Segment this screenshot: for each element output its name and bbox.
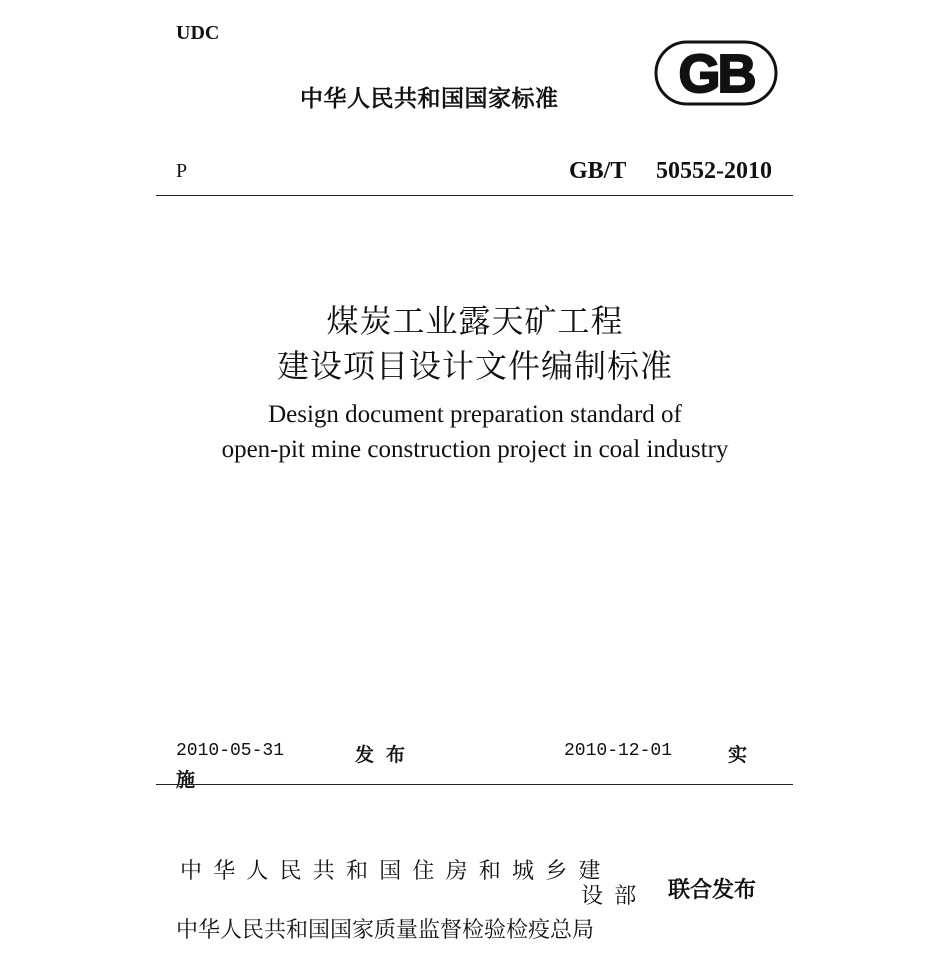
implementation-date: 2010-12-01 xyxy=(564,741,673,761)
gb-logo-icon xyxy=(654,40,778,106)
udc-label: UDC xyxy=(176,22,220,44)
issue-date: 2010-05-31 xyxy=(176,741,285,761)
issue-label: 发布 xyxy=(355,744,418,766)
footer-divider xyxy=(156,784,793,785)
title-zh-line1: 煤炭工业露天矿工程 xyxy=(326,302,624,340)
title-en-line2: open-pit mine construction project in coal industry xyxy=(221,436,729,463)
title-en-line1: Design document preparation standard of xyxy=(268,401,682,428)
title-zh-line2: 建设项目设计文件编制标准 xyxy=(276,347,673,385)
national-standard-title: 中华人民共和国国家标准 xyxy=(300,86,559,112)
implementation-label-part1: 实 xyxy=(728,744,748,766)
publisher-1-line2: 设部 xyxy=(581,884,648,909)
publisher-2: 中华人民共和国国家质量监督检验检疫总局 xyxy=(176,918,595,943)
implementation-label-part2: 施 xyxy=(176,769,196,791)
joint-release-label: 联合发布 xyxy=(668,878,757,903)
logo-lettering: GB xyxy=(678,44,754,104)
publisher-1-line1: 中华人民共和国住房和城乡建 xyxy=(180,859,612,884)
standard-number: 50552-2010 xyxy=(656,158,772,184)
header-divider xyxy=(156,195,793,196)
classification-code: P xyxy=(176,160,188,182)
standard-prefix: GB/T xyxy=(569,158,627,184)
